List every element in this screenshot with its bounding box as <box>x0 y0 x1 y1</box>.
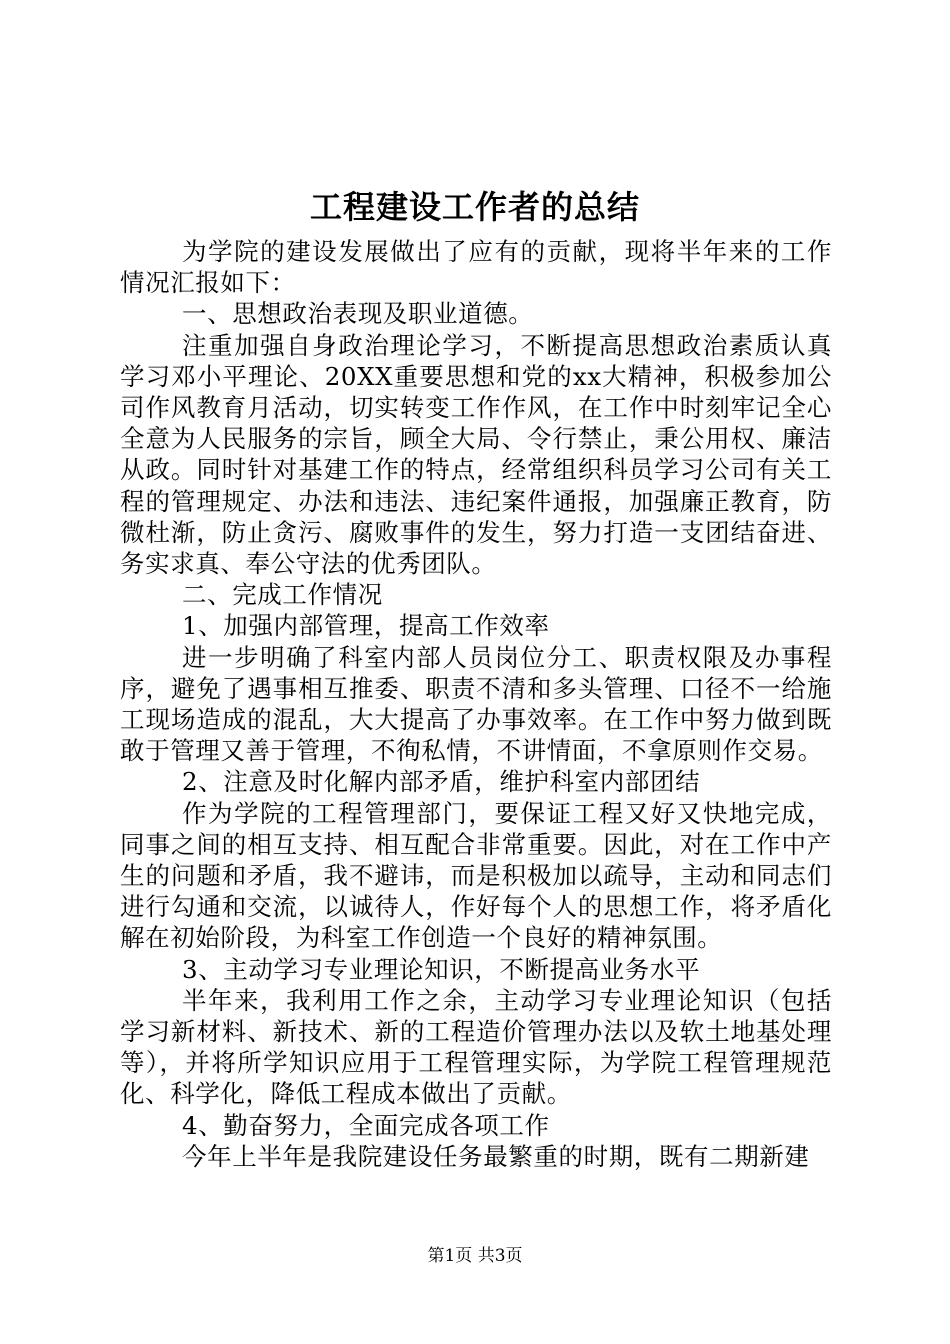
page-number-footer: 第1页 共3页 <box>427 1246 523 1266</box>
heading-section-2: 二、完成工作情况 <box>182 580 383 610</box>
subheading-item-3: 3、主动学习专业理论知识，不断提高业务水平 <box>182 954 701 984</box>
subheading-item-2: 2、注意及时化解内部矛盾，维护科室内部团结 <box>182 767 701 797</box>
paragraph-item-3: 半年来，我利用工作之余，主动学习专业理论知识（包括学习新材料、新技术、新的工程造价管理办法以及软土地基处理等），并将所学知识应用于工程管理实际，为学院工程管理规范化、科学化，降低工程成本做出了贡献。 <box>120 985 832 1109</box>
paragraph-item-4: 今年上半年是我院建设任务最繁重的时期，既有二期新建 <box>182 1141 810 1171</box>
paragraph-intro: 为学院的建设发展做出了应有的贡献，现将半年来的工作情况汇报如下： <box>120 237 832 298</box>
document-body <box>120 236 832 1172</box>
paragraph-item-1: 进一步明确了科室内部人员岗位分工、职责权限及办事程序，避免了遇事相互推委、职责不清和多头管理、口径不一给施工现场造成的混乱，大大提高了办事效率。在工作中努力做到既敢于管理又善于管理，不徇私情，不讲情面，不拿原则作交易。 <box>120 642 832 766</box>
paragraph-section-1: 注重加强自身政治理论学习，不断提高思想政治素质认真学习邓小平理论、20XX重要思想和党的xx大精神，积极参加公司作风教育月活动，切实转变工作作风，在工作中时刻牢记全心全意为人民服务的宗旨，顾全大局、令行禁止，秉公用权、廉洁从政。同时针对基建工作的特点，经常组织科员学习公司有关工程的管理规定、办法和违法、违纪案件通报，加强廉正教育，防微杜渐，防止贪污、腐败事件的发生，努力打造一支团结奋进、务实求真、奉公守法的优秀团队。 <box>120 330 832 579</box>
heading-section-1: 一、思想政治表现及职业道德。 <box>182 299 534 329</box>
subheading-item-1: 1、加强内部管理，提高工作效率 <box>182 611 550 641</box>
document-title: 工程建设工作者的总结 <box>309 188 640 226</box>
paragraph-item-2: 作为学院的工程管理部门，要保证工程又好又快地完成，同事之间的相互支持、相互配合非常重要。因此，对在工作中产生的问题和矛盾，我不避讳，而是积极加以疏导，主动和同志们进行勾通和交流，以诚待人，作好每个人的思想工作，将矛盾化解在初始阶段，为科室工作创造一个良好的精神氛围。 <box>120 798 832 953</box>
subheading-item-4: 4、勤奋努力，全面完成各项工作 <box>182 1110 550 1140</box>
